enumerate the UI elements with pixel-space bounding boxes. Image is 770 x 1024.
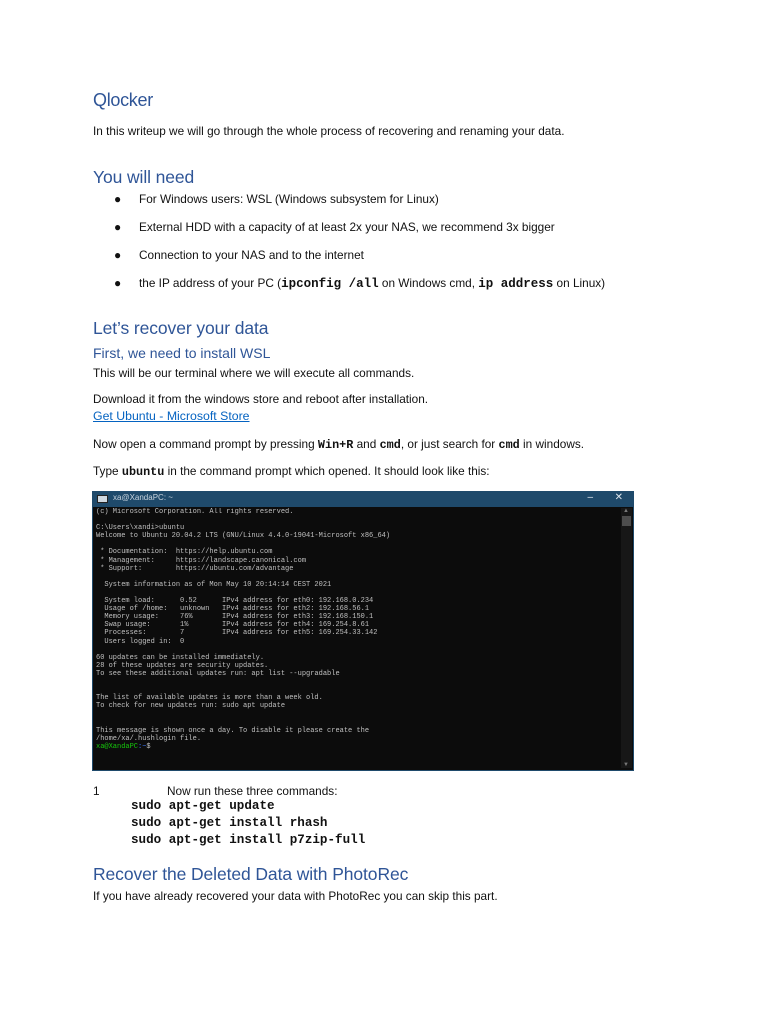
bullet-icon: ● [114, 248, 122, 262]
terminal-line: * Support: https://ubuntu.com/advantage [96, 564, 294, 573]
terminal-line: Processes: 7 IPv4 address for eth5: 169.254.33.142 [96, 629, 378, 638]
terminal-line [96, 573, 619, 581]
terminal-app-icon [97, 495, 108, 503]
terminal-line: To see these additional updates run: apt list --upgradable [96, 669, 340, 678]
terminal-line: Swap usage: 1% IPv4 address for eth4: 169.254.8.61 [96, 621, 370, 630]
terminal-line [96, 540, 619, 548]
terminal-line: This message is shown once a day. To disable it please create the [96, 726, 370, 735]
terminal-line: Memory usage: 76% IPv4 address for eth3: 192.168.150.1 [96, 613, 374, 622]
prompt-user: xa@XandaPC [96, 742, 139, 751]
inline-code: cmd [498, 438, 520, 452]
inline-code: Win+R [317, 438, 354, 452]
terminal-line [96, 646, 619, 654]
paragraph-type-ubuntu [93, 464, 490, 479]
text: and [353, 437, 380, 451]
list-item-text: For Windows users: WSL (Windows subsystem for Linux) [139, 192, 439, 206]
list-item-text: External HDD with a capacity of at least 2x your NAS, we recommend 3x bigger [139, 220, 555, 234]
list-item [114, 190, 605, 218]
inline-code: ubuntu [121, 465, 165, 479]
list-item-text: on Windows cmd, [378, 276, 479, 290]
terminal-line: /home/xa/.hushlogin file. [96, 734, 202, 743]
heading-recover-data: Let’s recover your data [93, 318, 269, 338]
text: Type [93, 464, 122, 478]
commands-label: Now run these three commands: [167, 784, 338, 798]
paragraph-download: Download it from the windows store and reboot after installation. [93, 392, 429, 406]
terminal-line: Usage of /home: unknown IPv4 address for eth2: 192.168.56.1 [96, 605, 370, 614]
text: Now open a command prompt by pressing [93, 437, 318, 451]
terminal-line: (c) Microsoft Corporation. All rights reserved. [96, 508, 294, 516]
terminal-titlebar [93, 492, 633, 507]
paragraph-terminal: This will be our terminal where we will execute all commands. [93, 366, 415, 380]
list-item-text: on Linux) [553, 276, 606, 290]
minimize-icon: – [587, 492, 593, 503]
terminal-line: C:\Users\xandi>ubuntu [96, 524, 185, 533]
inline-code: cmd [379, 438, 401, 452]
command-line: sudo apt-get update [131, 799, 275, 813]
terminal-line: 60 updates can be installed immediately. [96, 653, 265, 662]
scrollbar-thumb [622, 516, 631, 526]
requirements-list [114, 190, 605, 302]
bullet-icon: ● [114, 220, 122, 234]
bullet-icon: ● [114, 192, 122, 206]
list-item-text: Connection to your NAS and to the internet [139, 248, 364, 262]
heading-you-will-need: You will need [93, 167, 195, 187]
prompt-symbol: $ [146, 742, 151, 751]
scroll-up-icon: ▲ [623, 508, 629, 514]
terminal-line [96, 686, 619, 694]
terminal-line [96, 718, 619, 726]
intro-paragraph: In this writeup we will go through the whole process of recovering and renaming your data. [93, 124, 565, 138]
bullet-icon: ● [114, 276, 122, 290]
heading-photorec: Recover the Deleted Data with PhotoRec [93, 864, 409, 884]
terminal-line: * Management: https://landscape.canonical.com [96, 556, 307, 565]
list-number: 1 [93, 784, 100, 798]
paragraph-photorec: If you have already recovered your data with PhotoRec you can skip this part. [93, 889, 498, 903]
close-icon: ✕ [614, 492, 623, 503]
terminal-title: xa@XandaPC: ~ [113, 493, 173, 502]
list-item [114, 274, 605, 302]
terminal-line: * Documentation: https://help.ubuntu.com [96, 548, 273, 557]
text: in the command prompt which opened. It should look like this: [164, 464, 490, 478]
inline-code: ipconfig /all [281, 277, 379, 291]
terminal-line: To check for new updates run: sudo apt update [96, 702, 286, 711]
text: in windows. [519, 437, 585, 451]
terminal-line [96, 710, 619, 718]
paragraph-open-cmd [93, 437, 584, 452]
terminal-scrollbar [621, 508, 632, 768]
prompt-path: :~ [138, 742, 147, 751]
terminal-line [96, 516, 619, 524]
document-title: Qlocker [93, 90, 153, 110]
terminal-prompt [96, 743, 619, 751]
scroll-down-icon: ▼ [623, 762, 629, 768]
terminal-line: Welcome to Ubuntu 20.04.2 LTS (GNU/Linux 4.4.0-19041-Microsoft x86_64) [96, 532, 391, 541]
terminal-line [96, 589, 619, 597]
list-item [114, 218, 605, 246]
terminal-line: System information as of Mon May 10 20:14:14 CEST 2021 [96, 580, 332, 589]
command-line: sudo apt-get install rhash [131, 816, 328, 830]
terminal-line: 28 of these updates are security updates. [96, 661, 269, 670]
command-line: sudo apt-get install p7zip-full [131, 833, 366, 847]
terminal-line: Users logged in: 0 [96, 637, 185, 646]
terminal-output [96, 508, 619, 766]
list-item-text: the IP address of your PC ( [139, 276, 282, 290]
inline-code: ip address [478, 277, 554, 291]
terminal-line: The list of available updates is more than a week old. [96, 694, 323, 703]
terminal-line [96, 678, 619, 686]
list-item [114, 246, 605, 274]
subheading-install-wsl: First, we need to install WSL [93, 345, 271, 361]
get-ubuntu-link[interactable]: Get Ubuntu - Microsoft Store [93, 409, 250, 423]
terminal-line: System load: 0.52 IPv4 address for eth0: 192.168.0.234 [96, 597, 374, 606]
text: , or just search for [400, 437, 499, 451]
terminal-screenshot [92, 491, 634, 771]
